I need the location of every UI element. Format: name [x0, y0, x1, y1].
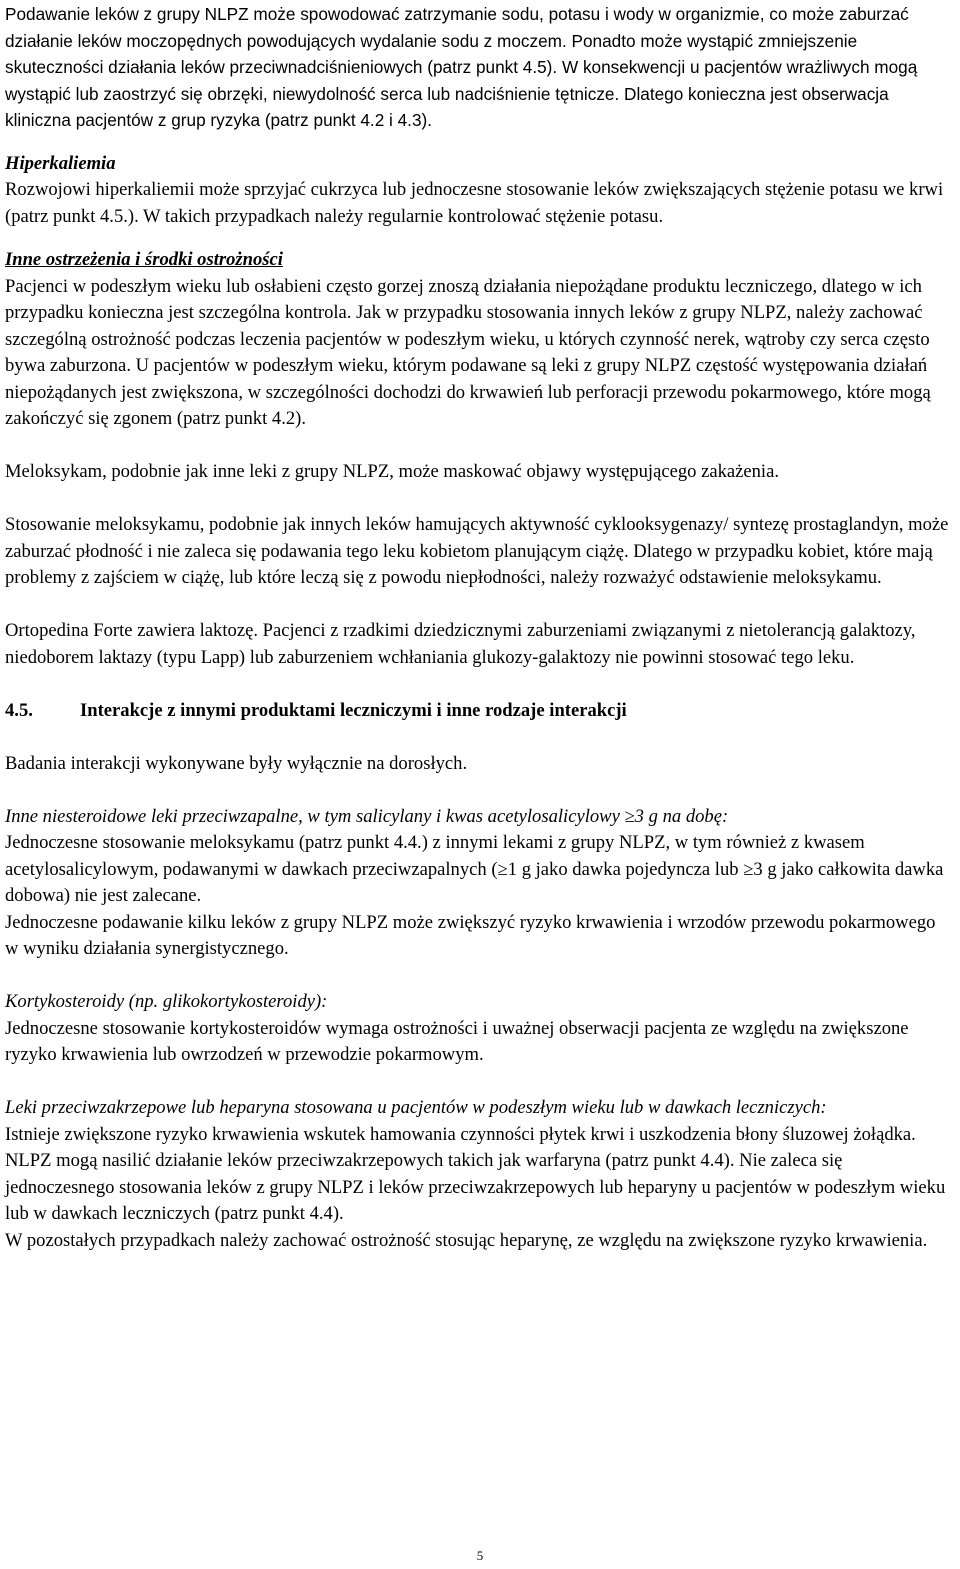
- paragraph-lactose: Ortopedina Forte zawiera laktozę. Pacjenci z rzadkimi dziedzicznymi zaburzeniami związanymi z nietolerancją galaktozy, niedoborem laktazy (typu Lapp) lub zaburzeniem wchłaniania glukozy-galaktozy nie powinni stosować tego leku.: [5, 620, 916, 668]
- document-page: [5, 1, 950, 1254]
- section-title: Interakcje z innymi produktami leczniczymi i inne rodzaje interakcji: [80, 699, 627, 721]
- paragraph-fertility: Stosowanie meloksykamu, podobnie jak innych leków hamujących aktywność cyklooksygenazy/ syntezę prostaglandyn, może zaburzać płodność i nie zaleca się podawania tego leku kobietom planującym ciążę. Dlatego w przypadku kobiet, które mają problemy z zajściem w ciążę, lub które leczą się z powodu niepłodności, należy rozważyć odstawienie meloksykamu.: [5, 514, 949, 588]
- paragraph-meloxicam-masking: Meloksykam, podobnie jak inne leki z grupy NLPZ, może maskować objawy występującego zakażenia.: [5, 461, 779, 482]
- paragraph-anticoagulants-2: W pozostałych przypadkach należy zachować ostrożność stosując heparynę, ze względu na zwiększone ryzyko krwawienia.: [5, 1229, 928, 1251]
- heading-corticosteroids: Kortykosteroidy (np. glikokortykosteroidy):: [5, 991, 328, 1012]
- paragraph-interaction-studies: Badania interakcji wykonywane były wyłącznie na dorosłych.: [5, 752, 468, 774]
- heading-hyperkalemia: Hiperkaliemia: [5, 152, 116, 174]
- page-number: 5: [476, 1548, 484, 1563]
- paragraph-corticosteroids: Jednoczesne stosowanie kortykosteroidów wymaga ostrożności i uważnej obserwacji pacjenta ze względu na zwiększone ryzyko krwawienia lub owrzodzeń w przewodzie pokarmowym.: [5, 1017, 909, 1065]
- section-heading: [5, 698, 950, 725]
- heading-other-warnings: Inne ostrzeżenia i środki ostrożności: [5, 249, 283, 270]
- paragraph-other-warnings: Pacjenci w podeszłym wieku lub osłabieni często gorzej znoszą działania niepożądane produktu leczniczego, dlatego w ich przypadku konieczna jest szczególna kontrola. Jak w przypadku stosowania innych leków z grupy NLPZ, należy zachować szczególną ostrożność podczas leczenia pacjentów w podeszłym wieku, u których czynność nerek, wątroby czy serca często bywa zaburzona. U pacjentów w podeszłym wieku, którym podawane są leki z grupy NLPZ częstość występowania działań niepożądanych jest zwiększona, w szczególności dochodzi do krwawień lub perforacji przewodu pokarmowego, które mogą zakończyć się zgonem (patrz punkt 4.2).: [5, 275, 931, 429]
- section-number: 4.5.: [5, 699, 33, 721]
- heading-nsaids: Inne niesteroidowe leki przeciwzapalne, w tym salicylany i kwas acetylosalicylowy ≥3 g na dobę:: [5, 805, 729, 827]
- paragraph-hyperkalemia: Rozwojowi hiperkaliemii może sprzyjać cukrzyca lub jednoczesne stosowanie leków zwiększających stężenie potasu we krwi (patrz punkt 4.5.). W takich przypadkach należy regularnie kontrolować stężenie potasu.: [5, 179, 944, 227]
- paragraph-nsaids-1: Jednoczesne stosowanie meloksykamu (patrz punkt 4.4.) z innymi lekami z grupy NLPZ, w tym również z kwasem acetylosalicylowym, podawanymi w dawkach przeciwzapalnych (≥1 g jako dawka pojedyncza lub ≥3 g jako całkowita dawka dobowa) nie jest zalecane.: [5, 832, 944, 906]
- paragraph-sodium-retention: Podawanie leków z grupy NLPZ może spowodować zatrzymanie sodu, potasu i wody w organizmie, co może zaburzać działanie leków moczopędnych powodujących wydalanie sodu z moczem. Ponadto może wystąpić zmniejszenie skuteczności działania leków przeciwnadciśnieniowych (patrz punkt 4.5). W konsekwencji u pacjentów wrażliwych mogą wystąpić lub zaostrzyć się obrzęki, niewydolność serca lub nadciśnienie tętnicze. Dlatego konieczna jest obserwacja kliniczna pacjentów z grup ryzyka (patrz punkt 4.2 i 4.3).: [5, 4, 918, 130]
- heading-anticoagulants: Leki przeciwzakrzepowe lub heparyna stosowana u pacjentów w podeszłym wieku lub w dawkach leczniczych:: [5, 1097, 827, 1118]
- paragraph-nsaids-2: Jednoczesne podawanie kilku leków z grupy NLPZ może zwiększyć ryzyko krwawienia i wrzodów przewodu pokarmowego w wyniku działania synergistycznego.: [5, 911, 936, 959]
- paragraph-anticoagulants-1: Istnieje zwiększone ryzyko krwawienia wskutek hamowania czynności płytek krwi i uszkodzenia błony śluzowej żołądka. NLPZ mogą nasilić działanie leków przeciwzakrzepowych takich jak warfaryna (patrz punkt 4.4). Nie zaleca się jednoczesnego stosowania leków z grupy NLPZ i leków przeciwzakrzepowych lub heparyny u pacjentów w podeszłym wieku lub w dawkach leczniczych (patrz punkt 4.4).: [5, 1123, 946, 1224]
